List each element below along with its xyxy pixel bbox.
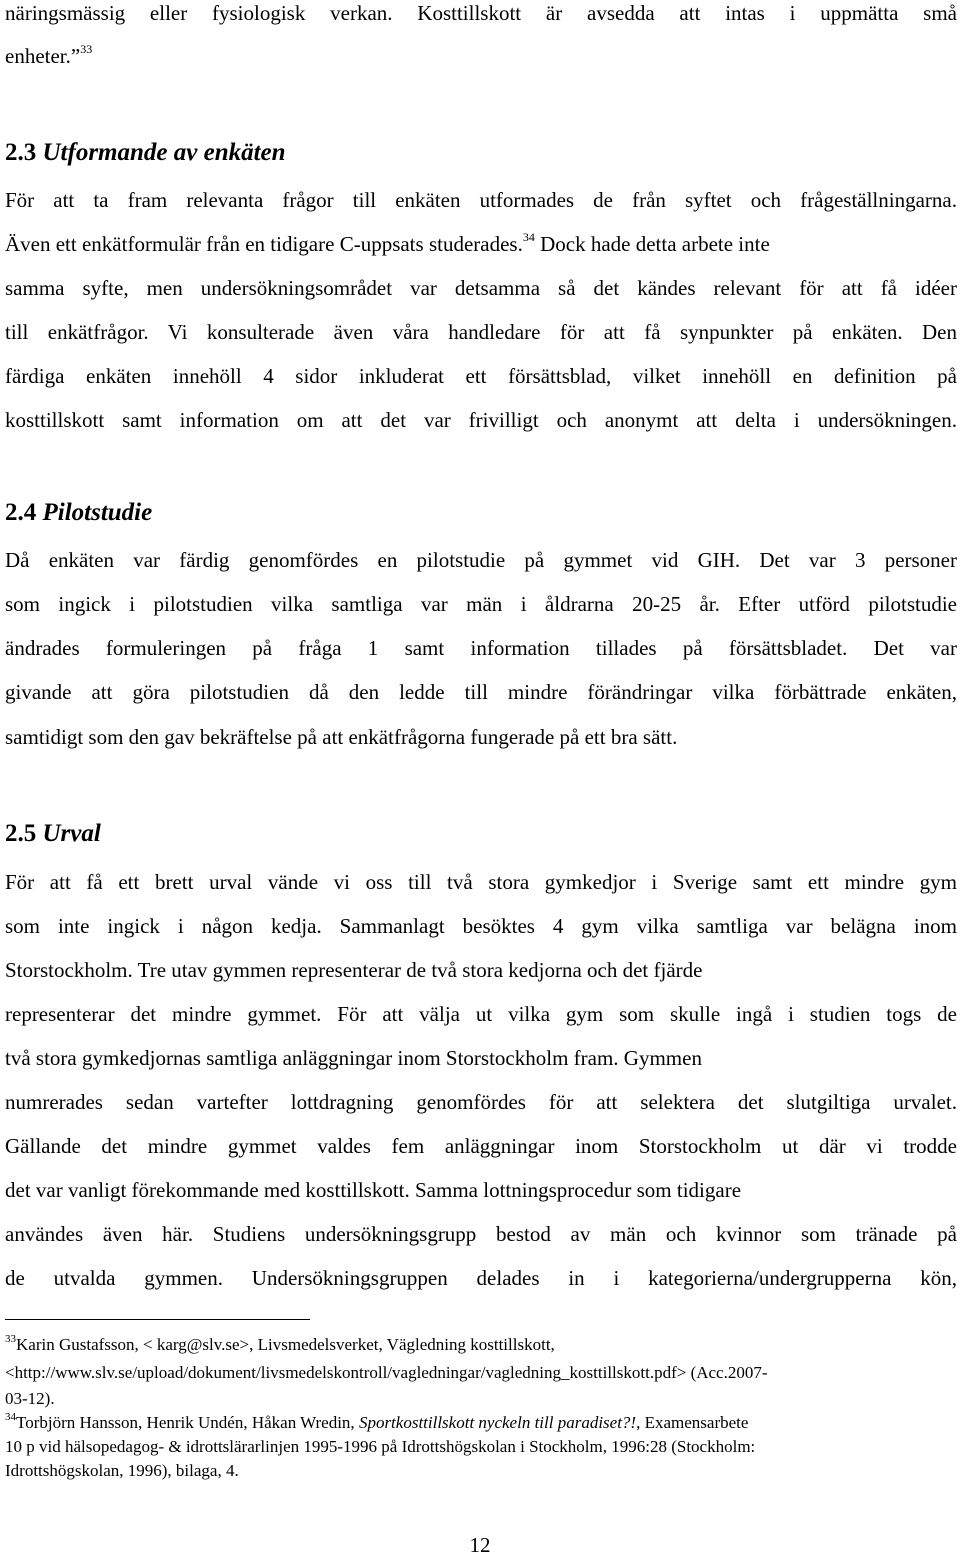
section-heading-2-3: 2.3 Utformande av enkäten: [5, 139, 286, 166]
page-number: 12: [469, 1533, 491, 1557]
body-line: näringsmässig eller fysiologisk verkan. Kosttillskott är avsedda att intas i uppmätta små: [5, 1, 957, 25]
footnote-line: <http://www.slv.se/upload/dokument/livsmedelskontroll/vagledningar/vagledning_kosttillskott.pdf> (Acc.2007-: [5, 1363, 768, 1382]
body-line: ändrades formuleringen på fråga 1 samt information tillades på försättsbladet. Det var: [5, 636, 957, 660]
cited-title: Sportkosttillskott nyckeln till paradiset?!: [358, 1413, 637, 1432]
body-line: det var vanligt förekommande med kosttillskott. Samma lottningsprocedur som tidigare: [5, 1178, 742, 1202]
footnote-line: 03-12).: [5, 1389, 55, 1408]
body-line: de utvalda gymmen. Undersökningsgruppen delades in i kategorierna/undergrupperna kön,: [5, 1266, 957, 1290]
footnote-marker: 34: [5, 1411, 16, 1424]
body-line: [5, 43, 92, 69]
body-line: användes även här. Studiens undersökningsgrupp bestod av män och kvinnor som tränade på: [5, 1222, 957, 1246]
body-line: Även ett enkätformulär från en tidigare C-uppsats studerades.$^{34}$ Dock hade detta arbete inte: [5, 230, 770, 256]
body-line: samma syfte, men undersökningsområdet var detsamma så det kändes relevant för att få idéer: [5, 276, 957, 300]
body-line: som inte ingick i någon kedja. Sammanlagt besöktes 4 gym vilka samtliga var belägna inom: [5, 914, 957, 938]
section-heading-2-4: 2.4 Pilotstudie: [5, 499, 153, 526]
body-line: För att få ett brett urval vände vi oss till två stora gymkedjor i Sverige samt ett mindre gym: [5, 870, 957, 894]
body-line: färdiga enkäten innehöll 4 sidor inkluderat ett försättsblad, vilket innehöll en definition på: [5, 364, 957, 388]
footnote-line: 10 p vid hälsopedagog- & idrottslärarlinjen 1995-1996 på Idrottshögskolan i Stockholm, 1996:28 (Stockholm:: [5, 1437, 756, 1456]
body-line: som ingick i pilotstudien vilka samtliga var män i åldrarna 20-25 år. Efter utförd pilotstudie: [5, 592, 957, 616]
footnote-34: $^{34}$Torbjörn Hansson, Henrik Undén, Håkan Wredin, Sportkosttillskott nyckeln till paradiset?!, Examensarbete: [5, 1411, 749, 1432]
body-line: representerar det mindre gymmet. För att välja ut vilka gym som skulle ingå i studien togs de: [5, 1002, 957, 1026]
footnote-ref-33: 33: [80, 42, 93, 56]
section-heading-2-5: 2.5 Urval: [5, 820, 101, 847]
body-line: Då enkäten var färdig genomfördes en pilotstudie på gymmet vid GIH. Det var 3 personer: [5, 548, 957, 572]
body-line: givande att göra pilotstudien då den ledde till mindre förändringar vilka förbättrade enkäten,: [5, 680, 957, 704]
body-line: För att ta fram relevanta frågor till enkäten utformades de från syftet och frågeställningarna.: [5, 188, 957, 212]
body-line: kosttillskott samt information om att det var frivilligt och anonymt att delta i undersökningen.: [5, 408, 957, 432]
footnote-33: $^{33}$Karin Gustafsson, < karg@slv.se>, Livsmedelsverket, Vägledning kosttillskott,: [5, 1333, 555, 1354]
footnote-separator: [5, 1319, 310, 1320]
body-line: numrerades sedan vartefter lottdragning genomfördes för att selektera det slutgiltiga urvalet.: [5, 1090, 957, 1114]
body-line: samtidigt som den gav bekräftelse på att enkätfrågorna fungerade på ett bra sätt.: [5, 725, 678, 749]
footnote-ref-34: 34: [522, 230, 535, 244]
body-line: Storstockholm. Tre utav gymmen representerar de två stora kedjorna och det fjärde: [5, 958, 703, 982]
footnote-marker: 33: [5, 1333, 16, 1346]
body-line: två stora gymkedjornas samtliga anläggningar inom Storstockholm fram. Gymmen: [5, 1046, 702, 1070]
body-line: Gällande det mindre gymmet valdes fem anläggningar inom Storstockholm ut där vi trodde: [5, 1134, 957, 1158]
body-line: till enkätfrågor. Vi konsulterade även våra handledare för att få synpunkter på enkäten. Den: [5, 320, 957, 344]
footnote-line: Idrottshögskolan, 1996), bilaga, 4.: [5, 1461, 239, 1480]
body-text: enheter.”: [5, 44, 81, 68]
